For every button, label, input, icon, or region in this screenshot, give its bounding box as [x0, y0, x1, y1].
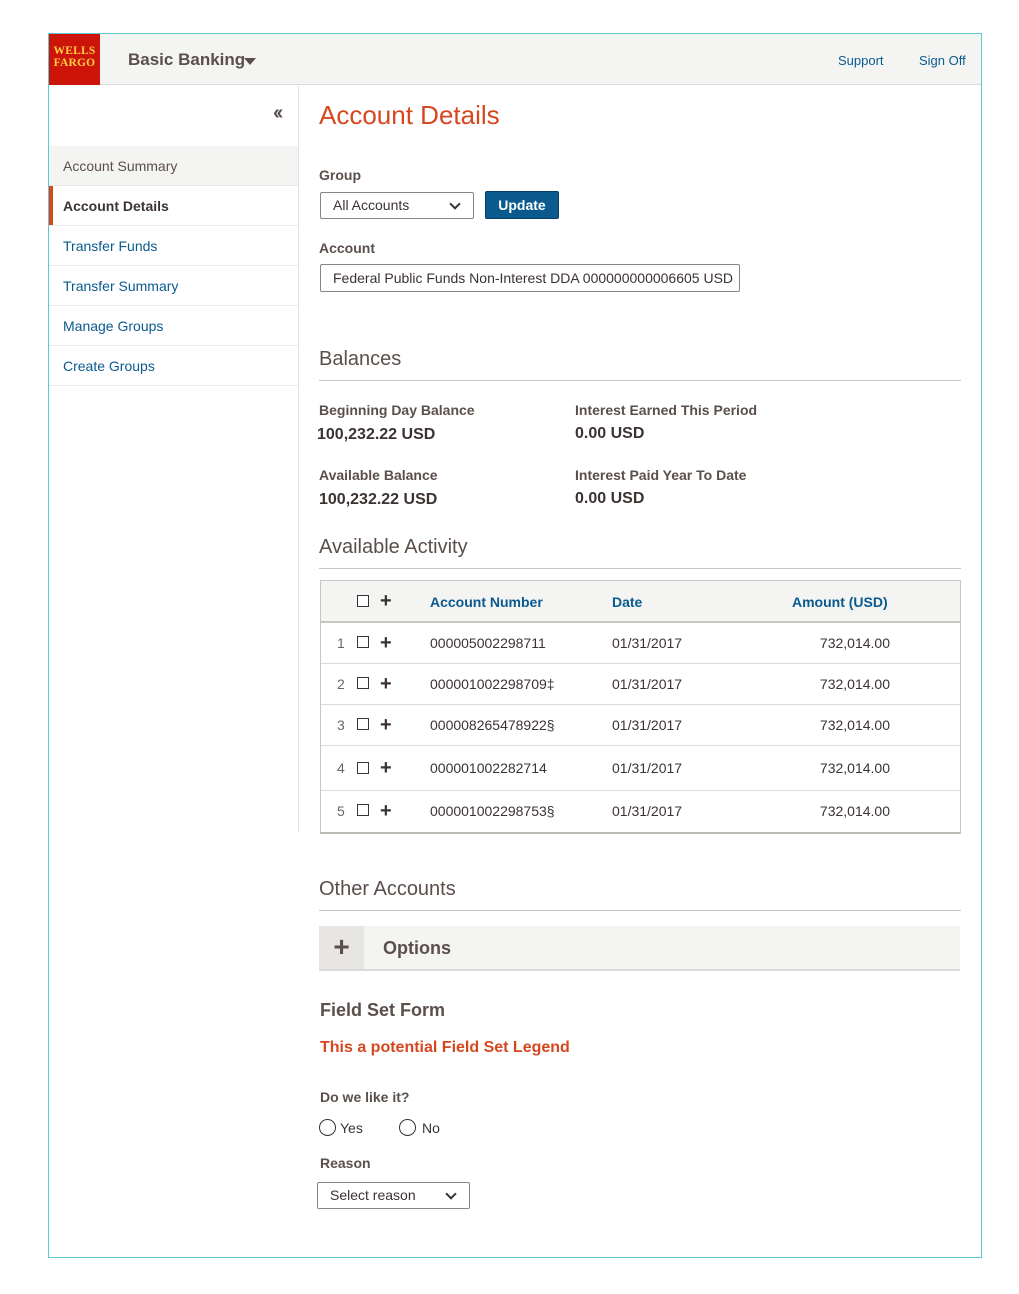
sidebar: [49, 86, 299, 832]
reason-select[interactable]: [317, 1182, 470, 1209]
logo-text-line1: WELLS: [53, 45, 96, 57]
column-header-amount[interactable]: Amount (USD): [792, 594, 888, 610]
table-row: [321, 746, 960, 791]
row-number: 1: [337, 635, 345, 651]
account-label: Account: [319, 240, 375, 256]
chevron-down-icon: [445, 1188, 456, 1199]
interest-paid-label: Interest Paid Year To Date: [575, 467, 747, 483]
account-number-cell: 000001002298709‡: [430, 676, 555, 692]
interest-earned-label: Interest Earned This Period: [575, 402, 758, 418]
date-cell: 01/31/2017: [612, 635, 683, 651]
app-frame: [48, 33, 982, 1258]
chevron-down-icon: [449, 198, 460, 209]
date-cell: 01/31/2017: [612, 676, 683, 692]
account-number-cell: 000001002282714: [430, 760, 547, 776]
table-header: [321, 581, 960, 623]
amount-cell: 732,014.00: [819, 760, 890, 776]
expand-plus-icon[interactable]: +: [319, 926, 364, 969]
options-label: Options: [383, 938, 451, 958]
support-link[interactable]: Support: [838, 53, 884, 68]
group-select-value: All Accounts: [333, 197, 410, 213]
row-checkbox[interactable]: [357, 804, 369, 816]
top-header: [49, 34, 981, 85]
beginning-day-balance-label: Beginning Day Balance: [319, 402, 475, 418]
question-label: Do we like it?: [320, 1089, 410, 1105]
date-cell: 01/31/2017: [612, 803, 683, 819]
expand-row-plus-icon[interactable]: +: [380, 673, 392, 695]
caret-down-icon[interactable]: [244, 58, 256, 65]
row-number: 2: [337, 676, 345, 692]
page-title: Account Details: [319, 100, 500, 130]
group-label: Group: [319, 167, 361, 183]
interest-earned-value: 0.00 USD: [575, 425, 645, 442]
expand-row-plus-icon[interactable]: +: [380, 800, 392, 822]
radio-yes-label[interactable]: Yes: [340, 1120, 363, 1136]
sidebar-item-create-groups[interactable]: Create Groups: [49, 346, 298, 386]
other-accounts-heading: Other Accounts: [319, 878, 961, 911]
row-checkbox[interactable]: [357, 762, 369, 774]
field-set-form-title: Field Set Form: [320, 1000, 446, 1020]
sidebar-item-transfer-summary[interactable]: Transfer Summary: [49, 266, 298, 306]
column-header-account-number[interactable]: Account Number: [430, 594, 543, 610]
reason-select-value: Select reason: [330, 1187, 416, 1203]
amount-cell: 732,014.00: [819, 717, 890, 733]
select-all-checkbox[interactable]: [357, 595, 369, 607]
amount-cell: 732,014.00: [819, 635, 890, 651]
date-cell: 01/31/2017: [612, 717, 683, 733]
account-number-cell: 000005002298711: [430, 635, 546, 651]
radio-no-label[interactable]: No: [422, 1120, 440, 1136]
sign-off-link[interactable]: Sign Off: [919, 53, 966, 68]
beginning-day-balance-value: 100,232.22 USD: [317, 426, 436, 443]
row-checkbox[interactable]: [357, 677, 369, 689]
sidebar-item-manage-groups[interactable]: Manage Groups: [49, 306, 298, 346]
update-button[interactable]: Update: [485, 191, 559, 219]
row-number: 4: [337, 760, 345, 776]
amount-cell: 732,014.00: [819, 803, 890, 819]
expand-all-plus-icon[interactable]: +: [380, 590, 392, 612]
interest-paid-value: 0.00 USD: [575, 490, 645, 507]
account-number-cell: 000001002298753§: [430, 803, 555, 819]
app-switcher-title[interactable]: Basic Banking: [128, 50, 246, 69]
expand-row-plus-icon[interactable]: +: [380, 632, 392, 654]
options-accordion[interactable]: [319, 926, 960, 971]
wells-fargo-logo[interactable]: [49, 34, 100, 85]
radio-yes[interactable]: [319, 1119, 336, 1136]
balances-heading: Balances: [319, 348, 961, 381]
available-balance-value: 100,232.22 USD: [319, 491, 438, 508]
expand-row-plus-icon[interactable]: +: [380, 714, 392, 736]
field-set-legend: This a potential Field Set Legend: [320, 1039, 570, 1056]
table-row: [321, 664, 960, 705]
table-row: [321, 623, 960, 664]
radio-no[interactable]: [399, 1119, 416, 1136]
sidebar-item-transfer-funds[interactable]: Transfer Funds: [49, 226, 298, 266]
logo-text-line2: FARGO: [53, 56, 96, 69]
sidebar-nav: [49, 146, 298, 386]
row-number: 3: [337, 717, 345, 733]
group-select[interactable]: [320, 192, 474, 219]
available-activity-heading: Available Activity: [319, 536, 961, 569]
amount-cell: 732,014.00: [819, 676, 890, 692]
reason-label: Reason: [320, 1155, 371, 1171]
activity-table: [320, 580, 961, 834]
table-row: [321, 791, 960, 832]
available-balance-label: Available Balance: [319, 467, 438, 483]
account-number-cell: 000008265478922§: [430, 717, 555, 733]
row-checkbox[interactable]: [357, 718, 369, 730]
sidebar-item-account-summary[interactable]: Account Summary: [49, 146, 298, 186]
account-field[interactable]: Federal Public Funds Non-Interest DDA 000000000006605 USD: [320, 264, 740, 292]
sidebar-item-account-details[interactable]: Account Details: [49, 186, 298, 226]
table-row: [321, 705, 960, 746]
date-cell: 01/31/2017: [612, 760, 683, 776]
row-number: 5: [337, 803, 345, 819]
collapse-sidebar-icon[interactable]: ‹‹: [273, 102, 281, 124]
expand-row-plus-icon[interactable]: +: [380, 757, 392, 779]
row-checkbox[interactable]: [357, 636, 369, 648]
column-header-date[interactable]: Date: [612, 594, 643, 610]
